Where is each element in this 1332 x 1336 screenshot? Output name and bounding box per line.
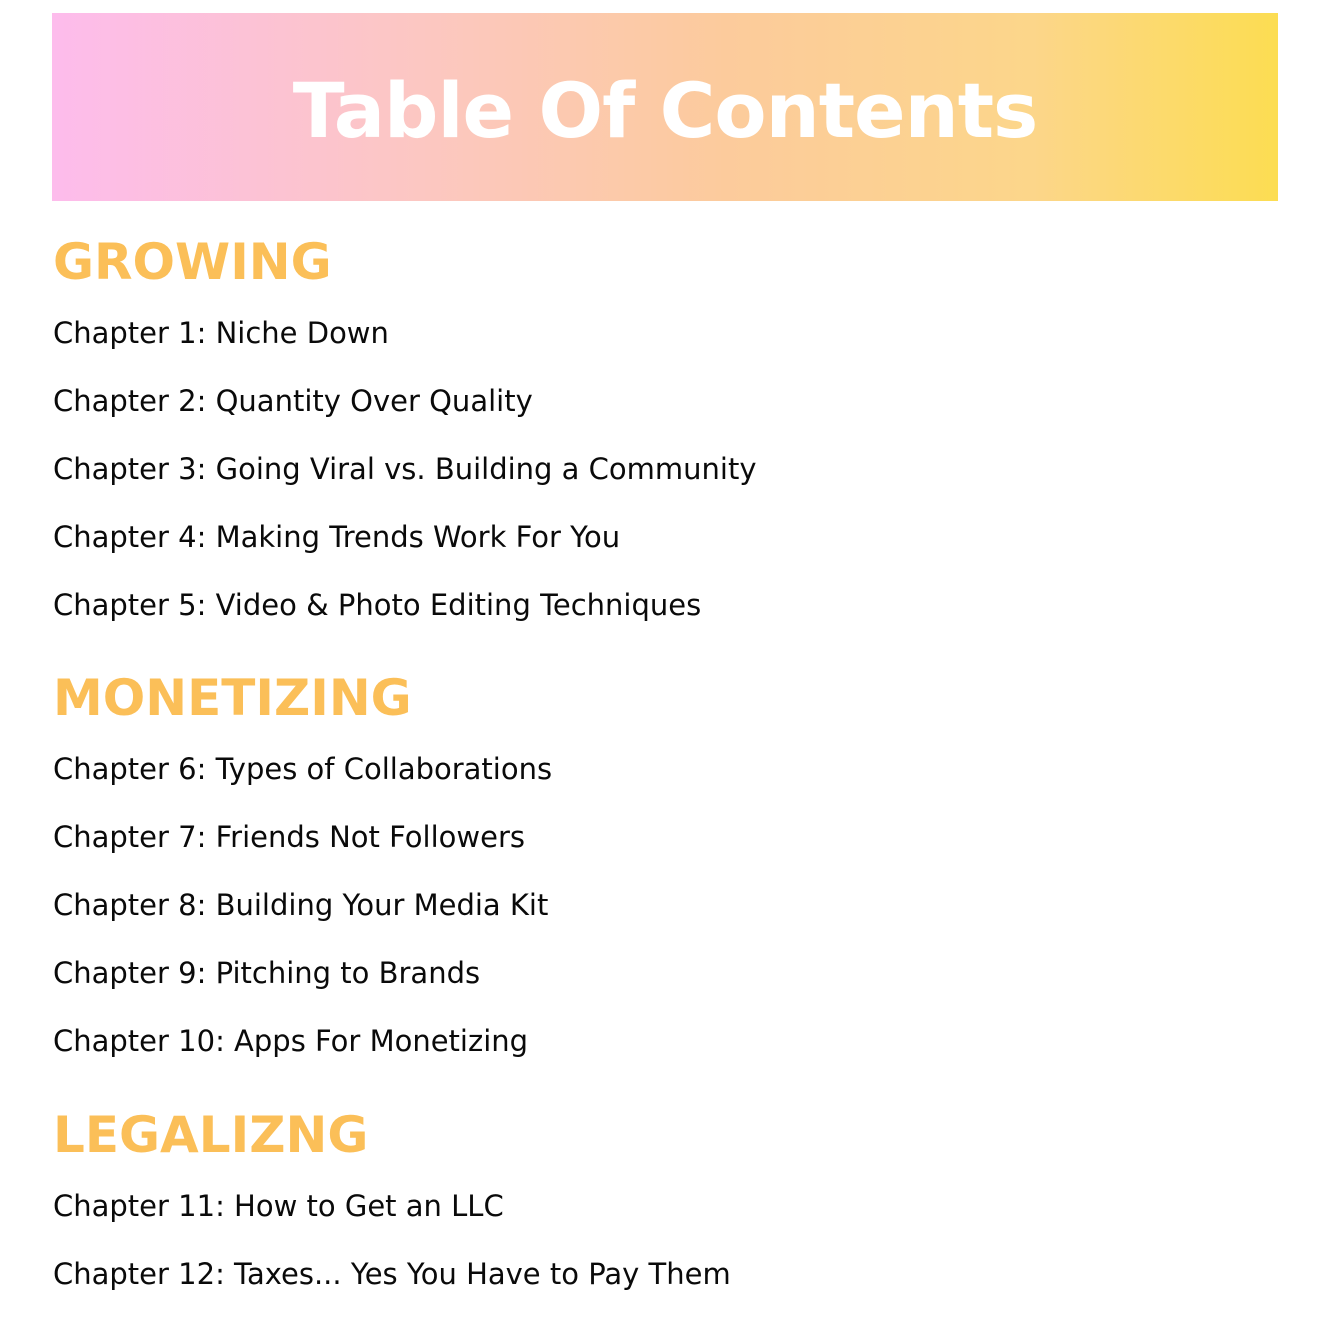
- section-heading: LEGALIZNG: [53, 1106, 369, 1164]
- chapter-list: [53, 735, 1253, 1075]
- chapter-item[interactable]: Chapter 10: Apps For Monetizing: [53, 1024, 529, 1058]
- section-monetizing: [53, 669, 1253, 1075]
- chapter-item[interactable]: Chapter 5: Video & Photo Editing Techniques: [53, 588, 702, 622]
- section-legalizing: [53, 1106, 1253, 1308]
- chapter-item[interactable]: Chapter 8: Building Your Media Kit: [53, 888, 549, 922]
- chapter-item[interactable]: Chapter 3: Going Viral vs. Building a Community: [53, 452, 757, 486]
- chapter-item[interactable]: Chapter 4: Making Trends Work For You: [53, 520, 621, 554]
- chapter-item[interactable]: Chapter 1: Niche Down: [53, 316, 389, 350]
- page-title: Table Of Contents: [292, 65, 1038, 155]
- chapter-item[interactable]: Chapter 6: Types of Collaborations: [53, 752, 553, 786]
- chapter-item[interactable]: Chapter 12: Taxes... Yes You Have to Pay Them: [53, 1257, 731, 1291]
- title-banner: [52, 13, 1278, 201]
- chapter-list: [53, 1172, 1253, 1308]
- chapter-item[interactable]: Chapter 7: Friends Not Followers: [53, 820, 525, 854]
- section-heading: GROWING: [53, 233, 332, 291]
- chapter-item[interactable]: Chapter 2: Quantity Over Quality: [53, 384, 533, 418]
- section-heading: MONETIZING: [53, 669, 412, 727]
- chapter-list: [53, 299, 1253, 639]
- chapter-item[interactable]: Chapter 11: How to Get an LLC: [53, 1189, 504, 1223]
- chapter-item[interactable]: Chapter 9: Pitching to Brands: [53, 956, 481, 990]
- section-growing: [53, 233, 1253, 639]
